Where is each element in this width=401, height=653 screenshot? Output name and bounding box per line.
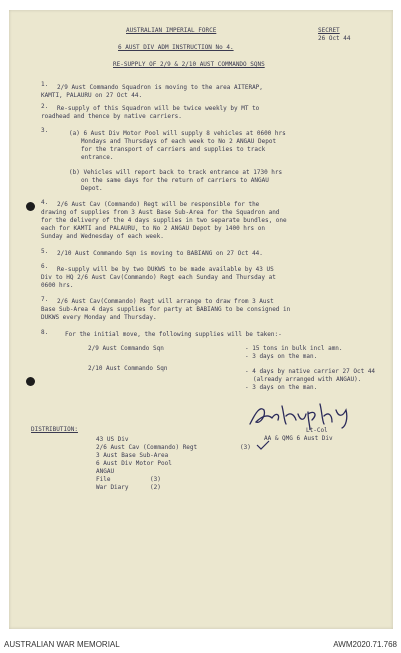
- distribution-item: 43 US Div: [96, 436, 129, 443]
- para-line: Re-supply will be by two DUKWS to be made available by 43 US: [57, 266, 274, 273]
- para-line: 2/9 Aust Commando Squadron is moving to the area AITERAP,: [57, 84, 263, 91]
- supply-line: - 4 days by native carrier 27 Oct 44: [245, 368, 376, 375]
- para-number: 7.: [41, 296, 49, 303]
- para-line: entrance.: [81, 154, 114, 161]
- para-line: DUKWS every Monday and Thursday.: [41, 314, 157, 321]
- para-line: (b) Vehicles will report back to track entrance at 1730 hrs: [69, 169, 283, 176]
- para-number: 2.: [41, 103, 49, 110]
- distribution-item: 3 Aust Base Sub-Area: [96, 452, 169, 459]
- para-line: Base Sub-Area 4 days supplies for party at BABIANG to be consigned in: [41, 306, 291, 313]
- para-line: 2/6 Aust Cav(Commando) Regt will arrange to draw from 3 Aust: [57, 298, 274, 305]
- signature-rank: Lt-Col: [306, 427, 328, 434]
- para-line: drawing of supplies from 3 Aust Base Sub-Area for the Squadron and: [41, 209, 280, 216]
- supply-line: - 15 tons in bulk incl amn.: [245, 345, 343, 352]
- supply-unit: 2/9 Aust Commando Sqn: [88, 345, 164, 352]
- para-number: 3.: [41, 127, 49, 134]
- para-number: 4.: [41, 199, 49, 206]
- distribution-label: DISTRIBUTION:: [31, 426, 78, 433]
- classification: SECRET: [318, 27, 340, 34]
- para-number: 1.: [41, 81, 49, 88]
- supply-line: (already arranged with ANGAU).: [253, 376, 362, 383]
- subject-line: RE-SUPPLY OF 2/9 & 2/10 AUST COMMANDO SQNS: [113, 61, 265, 68]
- para-line: for the transport of carriers and supplies to track: [81, 146, 266, 153]
- document-date: 26 Oct 44: [318, 35, 351, 42]
- handwritten-signature: [246, 402, 358, 430]
- para-line: KAMTI, PALAURU on 27 Oct 44.: [41, 92, 143, 99]
- supply-line: - 3 days on the man.: [245, 353, 318, 360]
- distribution-copy: (3): [150, 476, 161, 483]
- para-number: 6.: [41, 263, 49, 270]
- para-line: 0600 hrs.: [41, 282, 74, 289]
- para-line: Re-supply of this Squadron will be twice weekly by MT to: [57, 105, 260, 112]
- instruction-title: 6 AUST DIV ADM INSTRUCTION No 4.: [118, 44, 234, 51]
- archive-reference: AWM2020.71.768: [333, 640, 397, 649]
- supply-line: - 3 days on the man.: [245, 384, 318, 391]
- para-line: each for KAMTI and PALAURU, to No 2 ANGAU Depot by 1400 hrs on: [41, 225, 265, 232]
- distribution-item: 2/6 Aust Cav (Commando) Regt: [96, 444, 198, 451]
- para-line: For the initial move, the following supplies will be taken:-: [65, 331, 282, 338]
- punch-hole: [26, 377, 35, 386]
- para-number: 8.: [41, 329, 49, 336]
- check-mark-icon: [256, 440, 270, 450]
- signature-appointment: AA & QMG 6 Aust Div: [264, 435, 333, 442]
- distribution-item: War Diary: [96, 484, 129, 491]
- para-number: 5.: [41, 248, 49, 255]
- para-line: 2/10 Aust Commando Sqn is moving to BABIANG on 27 Oct 44.: [57, 250, 263, 257]
- distribution-copy: (3): [240, 444, 251, 451]
- para-line: Mondays and Thursdays of each week to No 2 ANGAU Depot: [81, 138, 277, 145]
- para-line: Depot.: [81, 185, 103, 192]
- para-line: Sunday and Wednesday of each week.: [41, 233, 164, 240]
- distribution-copy: (2): [150, 484, 161, 491]
- para-line: 2/6 Aust Cav (Commando) Regt will be responsible for the: [57, 201, 260, 208]
- archive-footer: [0, 637, 401, 653]
- para-line: on the same days for the return of carriers to ANGAU: [81, 177, 269, 184]
- para-line: roadhead and thence by native carriers.: [41, 113, 182, 120]
- distribution-item: File: [96, 476, 111, 483]
- para-line: Div to HQ 2/6 Aust Cav(Commando) Regt each Sunday and Thursday at: [41, 274, 276, 281]
- distribution-item: ANGAU: [96, 468, 115, 475]
- para-line: for the delivery of the 4 days supplies in two separate bundles, one: [41, 217, 287, 224]
- archive-source: AUSTRALIAN WAR MEMORIAL: [4, 640, 120, 649]
- para-line: (a) 6 Aust Div Motor Pool will supply 8 vehicles at 0600 hrs: [69, 130, 286, 137]
- punch-hole: [26, 202, 35, 211]
- distribution-item: 6 Aust Div Motor Pool: [96, 460, 172, 467]
- supply-unit: 2/10 Aust Commando Sqn: [88, 365, 168, 372]
- force-heading: AUSTRALIAN IMPERIAL FORCE: [126, 27, 217, 34]
